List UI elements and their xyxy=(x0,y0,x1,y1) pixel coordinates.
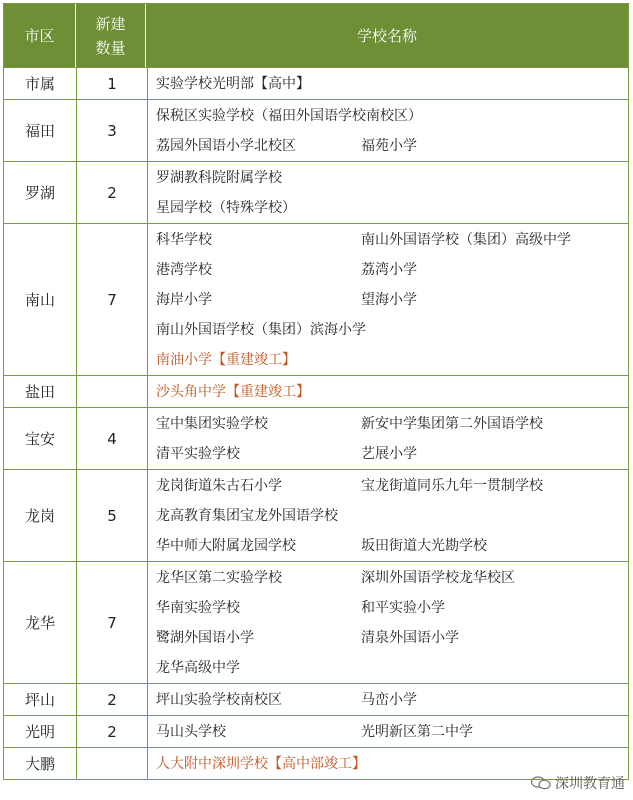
cell-count: 2 xyxy=(77,162,148,223)
cell-schools xyxy=(148,376,628,407)
school-line xyxy=(156,193,628,223)
school-name: 星园学校（特殊学校） xyxy=(156,200,296,216)
school-line xyxy=(156,69,628,99)
school-line xyxy=(156,163,628,193)
school-name: 坪山实验学校南校区 xyxy=(156,692,282,708)
school-name: 坂田街道大光勘学校 xyxy=(361,538,487,554)
table-row xyxy=(4,407,628,469)
school-line xyxy=(156,717,628,747)
school-name: 深圳外国语学校龙华校区 xyxy=(361,570,515,586)
school-name: 龙华高级中学 xyxy=(156,660,240,676)
table-row xyxy=(4,161,628,223)
cell-count xyxy=(77,376,148,407)
school-line xyxy=(156,315,628,345)
cell-district: 罗湖 xyxy=(4,162,77,223)
school-line xyxy=(156,623,628,653)
cell-district: 光明 xyxy=(4,716,77,747)
cell-count: 7 xyxy=(77,224,148,375)
header-count xyxy=(76,4,146,67)
school-line xyxy=(156,471,628,501)
cell-schools xyxy=(148,562,628,683)
cell-district: 福田 xyxy=(4,100,77,161)
cell-count: 2 xyxy=(77,684,148,715)
school-line xyxy=(156,531,628,561)
cell-district: 龙华 xyxy=(4,562,77,683)
watermark xyxy=(531,773,625,793)
table-row xyxy=(4,469,628,561)
school-name: 宝中集团实验学校 xyxy=(156,416,268,432)
school-line xyxy=(156,685,628,715)
school-line xyxy=(156,345,628,375)
school-name: 荔园外国语小学北校区 xyxy=(156,138,296,154)
school-line xyxy=(156,593,628,623)
school-name: 沙头角中学【重建竣工】 xyxy=(156,384,310,400)
cell-district: 大鹏 xyxy=(4,748,77,779)
cell-schools xyxy=(148,716,628,747)
header-district: 市区 xyxy=(4,4,76,67)
cell-schools xyxy=(148,100,628,161)
cell-schools xyxy=(148,68,628,99)
table-row xyxy=(4,561,628,683)
table-row xyxy=(4,375,628,407)
school-name: 实验学校光明部【高中】 xyxy=(156,76,310,92)
school-name: 清平实验学校 xyxy=(156,446,240,462)
header-count-line1: 新建 xyxy=(95,14,126,33)
table-header xyxy=(4,4,628,67)
cell-count: 3 xyxy=(77,100,148,161)
school-line xyxy=(156,225,628,255)
school-name: 华南实验学校 xyxy=(156,600,240,616)
cell-district: 龙岗 xyxy=(4,470,77,561)
school-name: 龙岗街道朱古石小学 xyxy=(156,478,282,494)
table-row xyxy=(4,715,628,747)
cell-count: 2 xyxy=(77,716,148,747)
table-row xyxy=(4,67,628,99)
school-name: 华中师大附属龙园学校 xyxy=(156,538,296,554)
school-name: 南油小学【重建竣工】 xyxy=(156,352,296,368)
watermark-text: 深圳教育通 xyxy=(555,776,625,792)
cell-district: 南山 xyxy=(4,224,77,375)
cell-schools xyxy=(148,470,628,561)
school-name: 保税区实验学校（福田外国语学校南校区） xyxy=(156,108,422,124)
school-name: 新安中学集团第二外国语学校 xyxy=(361,416,543,432)
school-name: 科华学校 xyxy=(156,232,212,248)
school-name: 南山外国语学校（集团）滨海小学 xyxy=(156,322,366,338)
school-line xyxy=(156,563,628,593)
school-name: 光明新区第二中学 xyxy=(361,724,473,740)
school-name: 望海小学 xyxy=(361,292,417,308)
cell-district: 市属 xyxy=(4,68,77,99)
cell-count: 4 xyxy=(77,408,148,469)
cell-district: 坪山 xyxy=(4,684,77,715)
cell-district: 宝安 xyxy=(4,408,77,469)
school-name: 和平实验小学 xyxy=(361,600,445,616)
cell-count: 1 xyxy=(77,68,148,99)
cell-count xyxy=(77,748,148,779)
cell-district: 盐田 xyxy=(4,376,77,407)
school-name: 罗湖教科院附属学校 xyxy=(156,170,282,186)
school-name: 荔湾小学 xyxy=(361,262,417,278)
table-row xyxy=(4,683,628,715)
school-line xyxy=(156,377,628,407)
school-name: 宝龙街道同乐九年一贯制学校 xyxy=(361,478,543,494)
cell-count: 5 xyxy=(77,470,148,561)
wechat-icon xyxy=(531,776,551,790)
cell-schools xyxy=(148,162,628,223)
header-schools: 学校名称 xyxy=(356,27,417,45)
school-name: 马山头学校 xyxy=(156,724,226,740)
school-name: 龙华区第二实验学校 xyxy=(156,570,282,586)
table-row xyxy=(4,223,628,375)
school-line xyxy=(156,409,628,439)
school-line xyxy=(156,255,628,285)
school-name: 清泉外国语小学 xyxy=(361,630,459,646)
school-name: 港湾学校 xyxy=(156,262,212,278)
schools-table xyxy=(3,3,629,780)
school-line xyxy=(156,653,628,683)
header-count-line2: 数量 xyxy=(95,38,126,57)
cell-count: 7 xyxy=(77,562,148,683)
cell-schools xyxy=(148,408,628,469)
school-name: 人大附中深圳学校【高中部竣工】 xyxy=(156,756,366,772)
cell-schools xyxy=(148,684,628,715)
school-name: 福苑小学 xyxy=(361,138,417,154)
table-body xyxy=(4,67,628,779)
table-row xyxy=(4,99,628,161)
school-name: 艺展小学 xyxy=(361,446,417,462)
school-name: 南山外国语学校（集团）高级中学 xyxy=(361,232,571,248)
school-name: 马峦小学 xyxy=(361,692,417,708)
school-line xyxy=(156,285,628,315)
school-name: 鹭湖外国语小学 xyxy=(156,630,254,646)
school-line xyxy=(156,131,628,161)
school-line xyxy=(156,439,628,469)
cell-schools xyxy=(148,224,628,375)
school-line xyxy=(156,501,628,531)
school-name: 海岸小学 xyxy=(156,292,212,308)
school-line xyxy=(156,101,628,131)
school-name: 龙高教育集团宝龙外国语学校 xyxy=(156,508,338,524)
